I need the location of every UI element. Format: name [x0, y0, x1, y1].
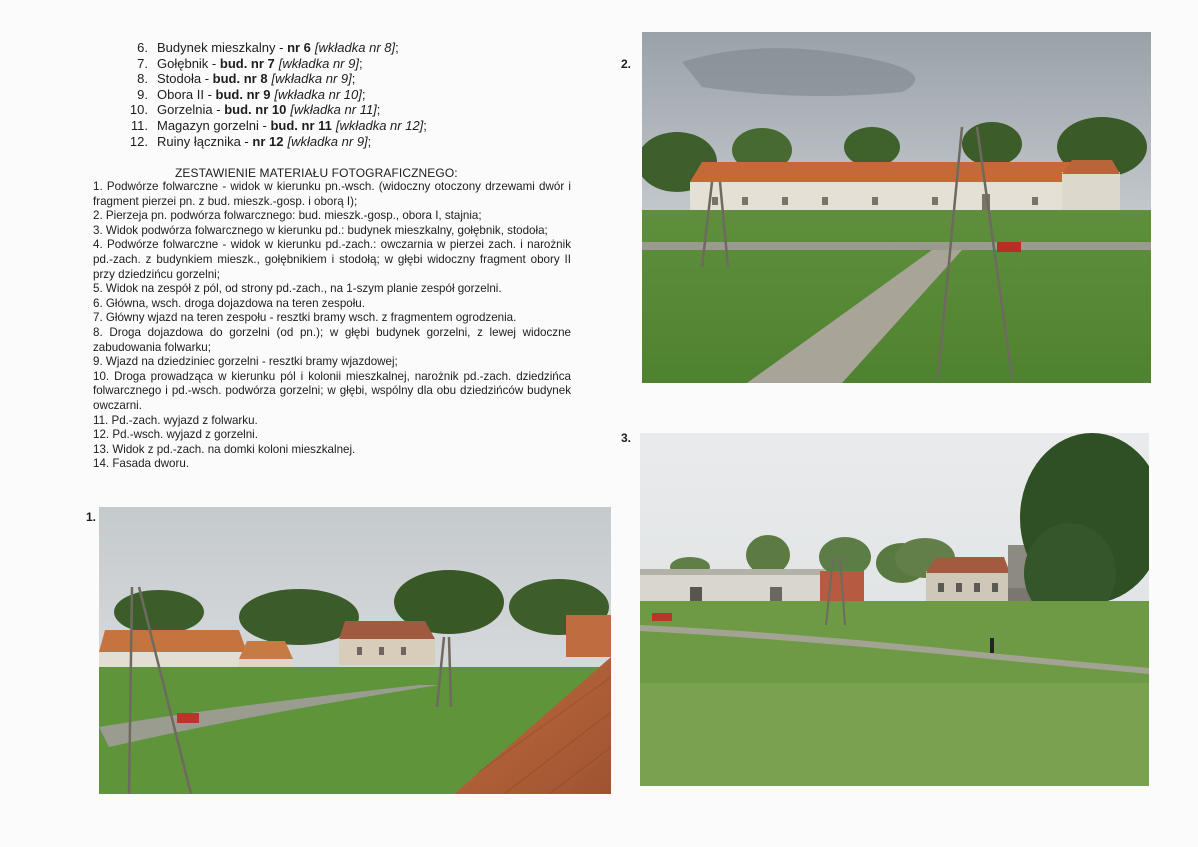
photo-description: 7. Główny wjazd na teren zespołu - resztki bramy wsch. z fragmentem ogrodzenia. [93, 311, 517, 325]
photo-description: 10. Droga prowadząca w kierunku pól i kolonii mieszkalnej, narożnik pd.-zach. dziedzińca folwarcznego i pd.-wsch. podwórza gorzelni; w głębi, wspólny dla obu dziedzińców budynek owczarni. [93, 369, 571, 412]
photo-description: 3. Widok podwórza folwarcznego w kierunku pd.: budynek mieszkalny, gołębnik, stodoła; [93, 223, 548, 237]
building-list-item: 10. Gorzelnia - bud. nr 10 [wkładka nr 11] ; [129, 102, 381, 118]
building-list-item: 9. Obora II - bud. nr 9 [wkładka nr 10] ; [137, 86, 366, 102]
photo-description: 5. Widok na zespół z pól, od strony pd.-zach., na 1-szym planie zespół gorzelni. [93, 282, 502, 296]
photo-3 [640, 433, 1149, 786]
photo-description: 1. Podwórze folwarczne - widok w kierunku pn.-wsch. (widoczny otoczony drzewami dwór i fragment pierzei pn. z bud. mieszk.-gosp. i oborą I); [93, 180, 571, 208]
photo-material-heading: ZESTAWIENIE MATERIAŁU FOTOGRAFICZNEGO: [175, 166, 458, 180]
photo-description: 12. Pd.-wsch. wyjazd z gorzelni. [93, 428, 258, 442]
photo-description: 6. Główna, wsch. droga dojazdowa na teren zespołu. [93, 296, 365, 310]
building-list-item: 12. Ruiny łącznika - nr 12 [wkładka nr 9] ; [129, 133, 372, 149]
building-list [118, 40, 598, 149]
photo-description: 13. Widok z pd.-zach. na domki koloni mieszkalnej. [93, 442, 356, 456]
photo-description: 11. Pd.-zach. wyjazd z folwarku. [93, 413, 258, 427]
photo-descriptions [93, 180, 571, 472]
photo-description: 4. Podwórze folwarczne - widok w kierunku pd.-zach.: owczarnia w pierzei zach. i narożnik pd.-zach. z budynkiem mieszk., gołębnikiem i stodołą; w głębi widoczny fragment obory II przy dziedzińcu gorzelni; [93, 238, 571, 281]
photo-description: 8. Droga dojazdowa do gorzelni (od pn.); w głębi budynek gorzelni, z lewej widoczne zabudowania folwarku; [93, 325, 571, 354]
building-list-item: 11. Magazyn gorzelni - bud. nr 11 [wkładka nr 12] ; [130, 117, 427, 133]
photo-description: 9. Wjazd na dziedziniec gorzelni - resztki bramy wjazdowej; [93, 355, 398, 369]
photo-description: 2. Pierzeja pn. podwórza folwarcznego: bud. mieszk.-gosp., obora I, stajnia; [93, 209, 482, 223]
photo-2 [642, 32, 1151, 383]
photo-description: 14. Fasada dworu. [93, 457, 190, 471]
photo-1-label: 1. [86, 510, 97, 524]
building-list-item: 7. Gołębnik - bud. nr 7 [wkładka nr 9] ; [137, 55, 363, 71]
building-list-item: 6. Budynek mieszkalny - nr 6 [wkładka nr 8] ; [137, 40, 399, 55]
building-list-item: 8. Stodoła - bud. nr 8 [wkładka nr 9] ; [137, 71, 356, 87]
photo-2-label: 2. [621, 57, 632, 71]
photo-1 [99, 507, 611, 794]
photo-3-label: 3. [621, 431, 632, 445]
